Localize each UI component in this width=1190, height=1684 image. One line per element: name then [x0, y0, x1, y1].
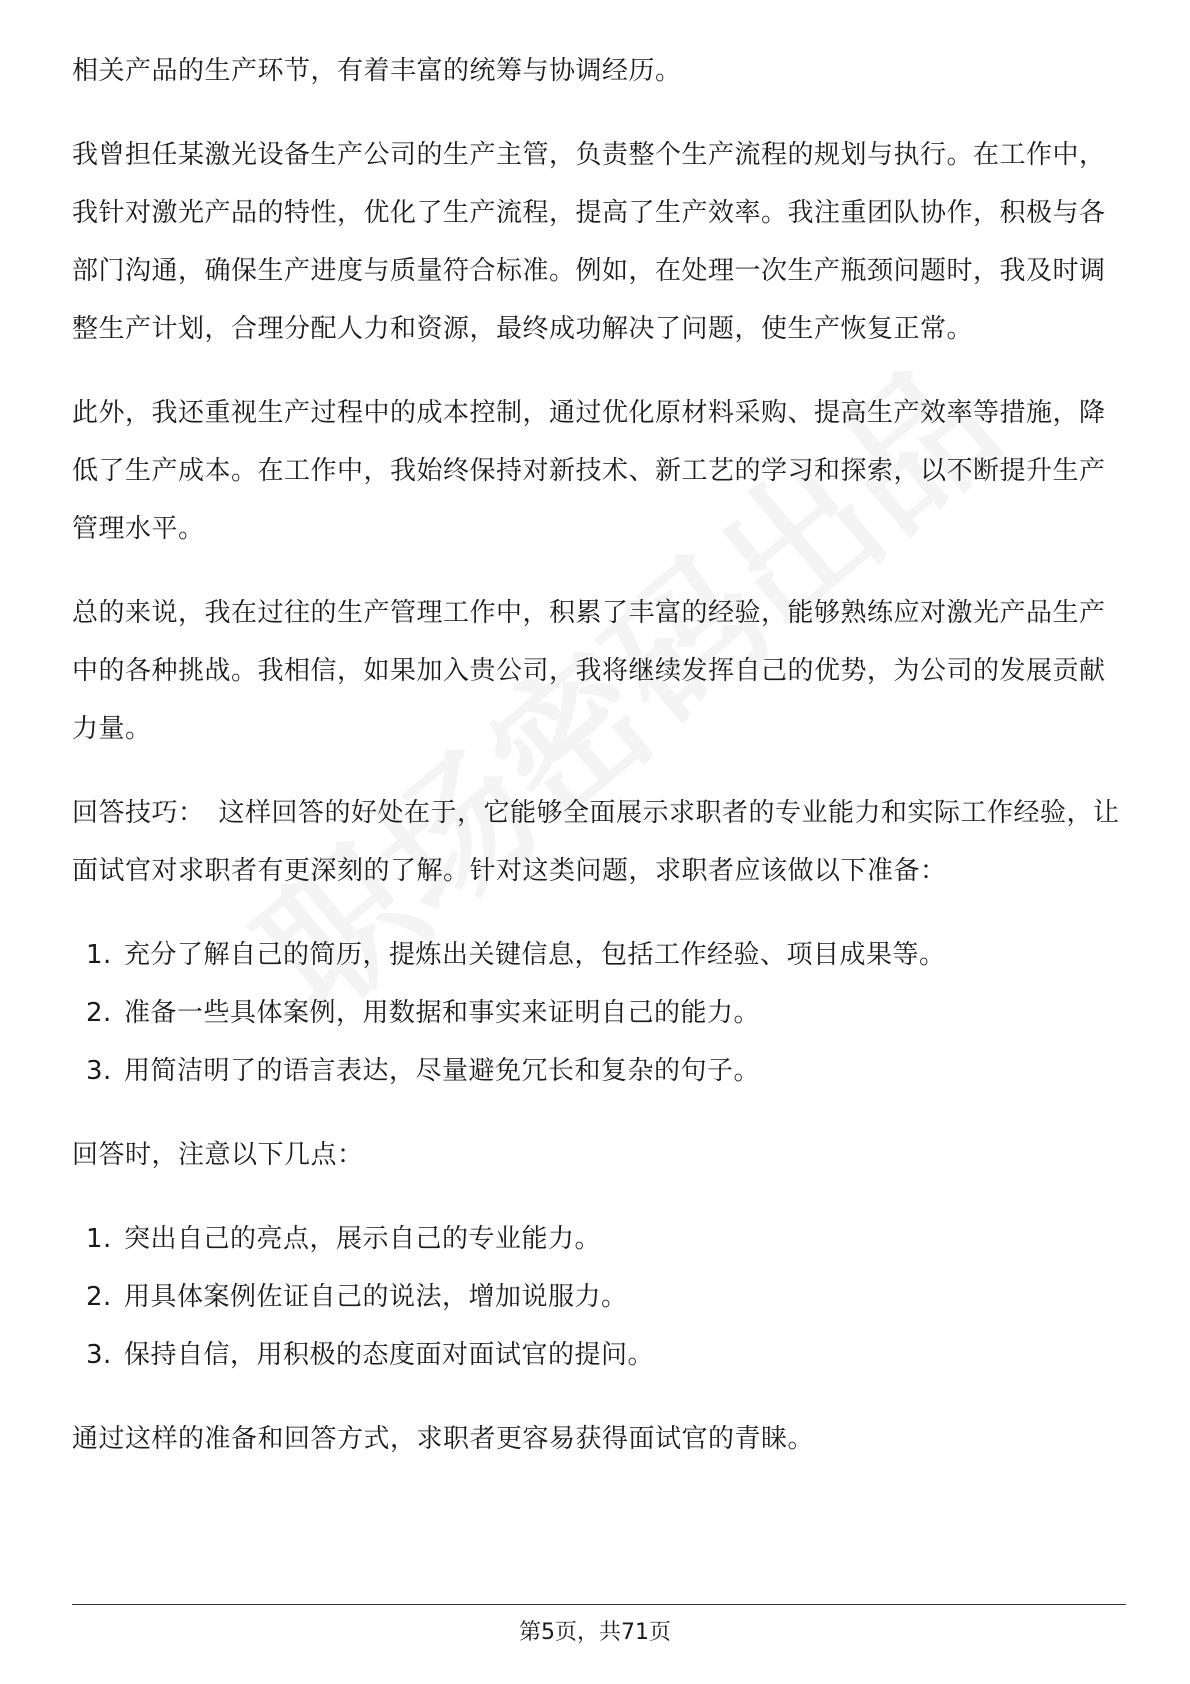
list-item-text: 突出自己的亮点，展示自己的专业能力。 [124, 1224, 602, 1254]
list-item-text: 用简洁明了的语言表达，尽量避免冗长和复杂的句子。 [124, 1056, 761, 1086]
list-item-number: 3. [86, 1340, 112, 1370]
list-item [72, 984, 1122, 1042]
list-item [72, 1042, 1122, 1100]
preparation-list [72, 926, 1122, 1100]
list-item-number: 1. [86, 940, 112, 970]
paragraph-2: 我曾担任某激光设备生产公司的生产主管，负责整个生产流程的规划与执行。在工作中，我针对激光产品的特性，优化了生产流程，提高了生产效率。我注重团队协作，积极与各部门沟通，确保生产进度与质量符合标准。例如，在处理一次生产瓶颈问题时，我及时调整生产计划，合理分配人力和资源，最终成功解决了问题，使生产恢复正常。 [72, 140, 1106, 344]
list-item-text: 保持自信，用积极的态度面对面试官的提问。 [124, 1340, 655, 1370]
answer-tip-text: 这样回答的好处在于，它能够全面展示求职者的专业能力和实际工作经验，让面试官对求职者有更深刻的了解。针对这类问题，求职者应该做以下准备： [72, 798, 1120, 886]
footer-divider [72, 1604, 1126, 1605]
list-item-number: 3. [86, 1056, 112, 1086]
notes-intro: 回答时，注意以下几点： [72, 1140, 364, 1170]
answer-tip-paragraph [72, 784, 1122, 900]
list-item-text: 充分了解自己的简历，提炼出关键信息，包括工作经验、项目成果等。 [124, 940, 946, 970]
list-item-number: 1. [86, 1224, 112, 1254]
list-item-text: 准备一些具体案例，用数据和事实来证明自己的能力。 [124, 998, 761, 1028]
list-item [72, 926, 1122, 984]
document-body [72, 42, 1122, 1494]
paragraph-4: 总的来说，我在过往的生产管理工作中，积累了丰富的经验，能够熟练应对激光产品生产中的各种挑战。我相信，如果加入贵公司，我将继续发挥自己的优势，为公司的发展贡献力量。 [72, 598, 1106, 744]
list-item-number: 2. [86, 998, 112, 1028]
notes-list [72, 1210, 1122, 1384]
closing-paragraph: 通过这样的准备和回答方式，求职者更容易获得面试官的青睐。 [72, 1424, 815, 1454]
paragraph-3: 此外，我还重视生产过程中的成本控制，通过优化原材料采购、提高生产效率等措施，降低了生产成本。在工作中，我始终保持对新技术、新工艺的学习和探索，以不断提升生产管理水平。 [72, 398, 1106, 544]
list-item [72, 1268, 1122, 1326]
list-item-number: 2. [86, 1282, 112, 1312]
list-item [72, 1326, 1122, 1384]
list-item [72, 1210, 1122, 1268]
answer-tip-label: 回答技巧： [72, 798, 205, 828]
paragraph-1: 相关产品的生产环节，有着丰富的统筹与协调经历。 [72, 56, 682, 86]
page-number: 第5页，共71页 [519, 1620, 671, 1645]
list-item-text: 用具体案例佐证自己的说法，增加说服力。 [124, 1282, 628, 1312]
